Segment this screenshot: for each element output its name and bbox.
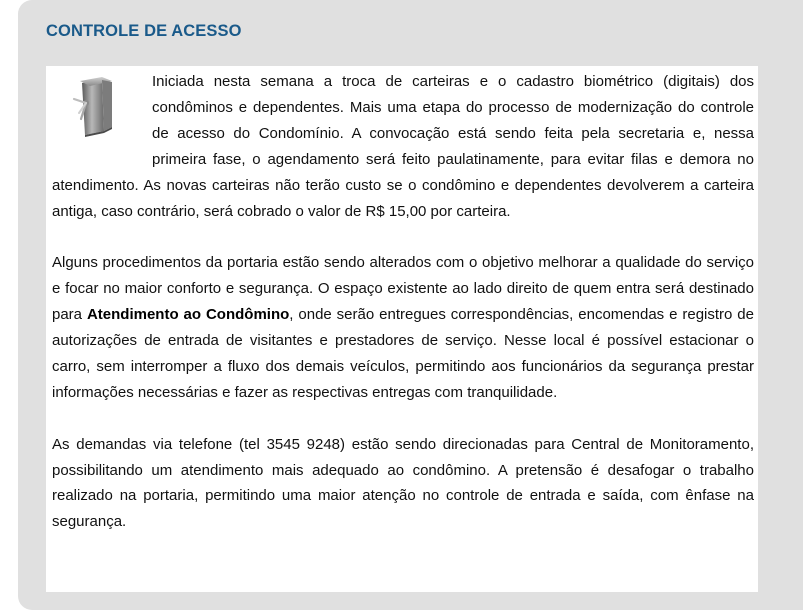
section-title: CONTROLE DE ACESSO	[46, 22, 242, 40]
paragraph-phone-demands	[52, 432, 754, 536]
turnstile-icon	[52, 69, 152, 147]
article-body	[46, 66, 758, 592]
paragraph-procedures	[52, 250, 754, 405]
paragraph-2-text-b: , onde serão entregues correspondências, encomendas e registro de autorizações de entrada de visitantes e prestadores de serviço. Nesse local é possível estacionar o carro, sem interromper a fluxo dos demais veículos, permitindo aos funcionários da segurança prestar informações necessárias e fazer as respectivas entregas com tranquilidade.	[52, 306, 754, 401]
paragraph-card-exchange	[52, 69, 754, 224]
paragraph-2-highlight: Atendimento ao Condômino	[86, 306, 290, 324]
paragraph-3-text: As demandas via telefone (tel 3545 9248) estão sendo direcionadas para Central de Monitoramento, possibilitando um atendimento mais adequado ao condômino. A pretensão é desafogar o trabalho realizado na portaria, permitindo uma maior atenção no controle de entrada e saída, com ênfase na segurança.	[52, 435, 754, 531]
paragraph-1-text: Iniciada nesta semana a troca de carteiras e o cadastro biométrico (digitais) dos condôminos e dependentes. Mais uma etapa do processo de modernização do controle de acesso do Condomínio. A convocação está sendo feita pela secretaria e, nessa primeira fase, o agendamento será feito paulatinamente, para evitar filas e demora no atendimento. As novas carteiras não terão custo se o condômino e dependentes devolverem a carteira antiga, caso contrário, será cobrado o valor de R$ 15,00 por carteira.	[52, 73, 754, 220]
paragraph-2-text-a: Alguns procedimentos da portaria estão sendo alterados com o objetivo melhorar a qualidade do serviço e focar no maior conforto e segurança. O espaço existente ao lado direito de quem entra será destinado para	[52, 254, 754, 324]
